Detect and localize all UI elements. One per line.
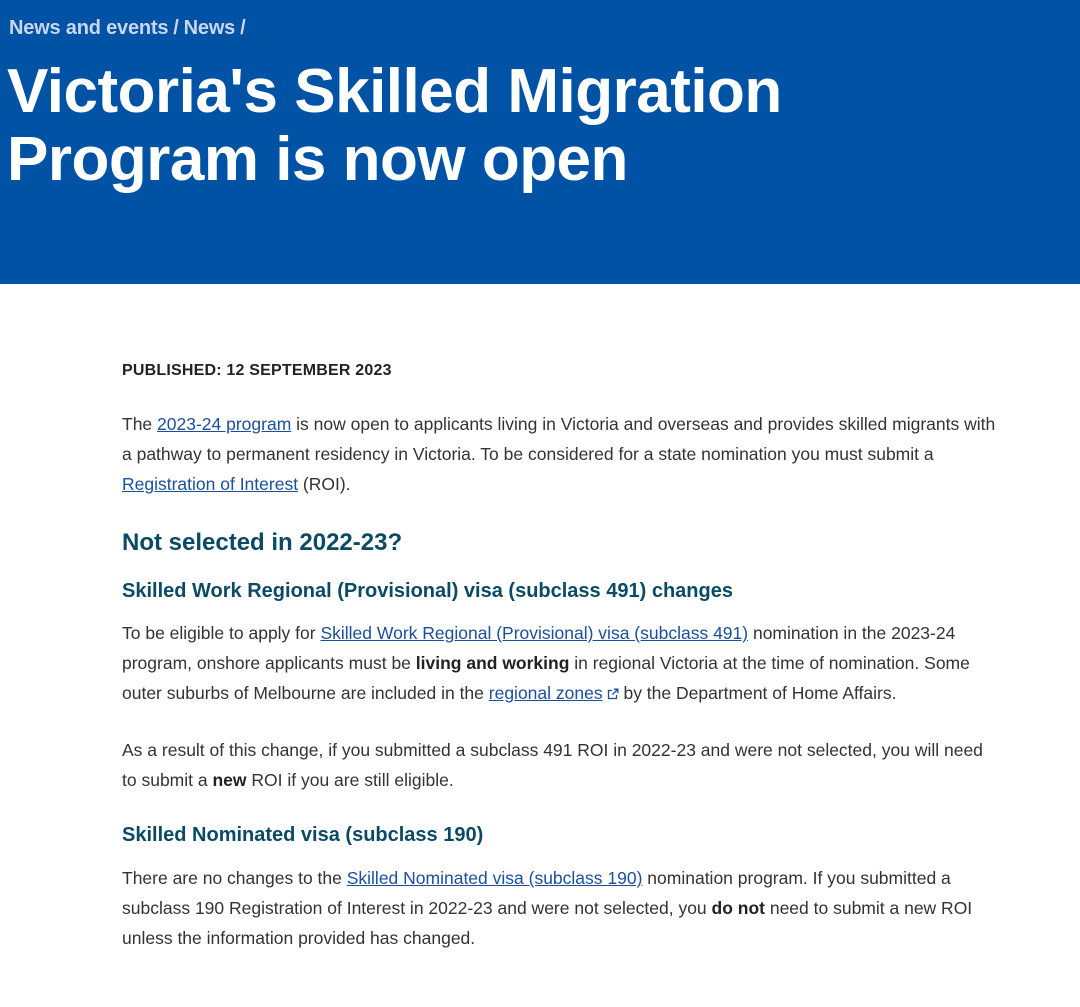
- subheading-491: Skilled Work Regional (Provisional) visa (subclass 491) changes: [122, 580, 733, 602]
- registration-of-interest-link[interactable]: Registration of Interest: [122, 474, 299, 494]
- subclass-491-link[interactable]: Skilled Work Regional (Provisional) visa (subclass 491): [320, 623, 749, 643]
- published-date: PUBLISHED: 12 SEPTEMBER 2023: [122, 362, 392, 379]
- breadcrumb: [9, 17, 250, 40]
- regional-zones-link-label: regional zones: [488, 683, 603, 703]
- paragraph-text: in regional Victoria at the time of nomination. Some outer suburbs of Melbourne are included in the: [122, 653, 970, 703]
- bold-text: do not: [711, 898, 765, 918]
- breadcrumb-separator: /: [240, 17, 246, 39]
- intro-text: (ROI).: [298, 474, 351, 494]
- subheading-190: Skilled Nominated visa (subclass 190): [122, 824, 484, 846]
- paragraph-491-eligibility: [122, 618, 1002, 708]
- breadcrumb-news-and-events[interactable]: News and events: [9, 17, 169, 39]
- program-link[interactable]: 2023-24 program: [157, 414, 292, 434]
- bold-text: living and working: [415, 653, 570, 673]
- breadcrumb-separator: /: [173, 17, 179, 39]
- page-title: Victoria's Skilled Migration Program is now open: [7, 57, 782, 194]
- paragraph-text: nomination in the 2023-24 program, onshore applicants must be: [122, 623, 956, 673]
- page-header: [0, 0, 1080, 284]
- intro-text: is now open to applicants living in Victoria and overseas and provides skilled migrants with a pathway to permanent residency in Victoria. To be considered for a state nomination you must submit a: [122, 414, 996, 464]
- paragraph-text: As a result of this change, if you submitted a subclass 491 ROI in 2022-23 and were not selected, you will need to submit a: [122, 740, 983, 790]
- paragraph-text: To be eligible to apply for: [122, 623, 321, 643]
- bold-text: new: [212, 770, 247, 790]
- paragraph-491-change: [122, 735, 1002, 795]
- breadcrumb-news[interactable]: News: [183, 17, 236, 39]
- paragraph-text: There are no changes to the: [122, 868, 347, 888]
- paragraph-190: [122, 863, 1002, 953]
- intro-paragraph: [122, 409, 1002, 499]
- article-body: [122, 284, 1002, 953]
- intro-text: The: [122, 414, 158, 434]
- paragraph-text: by the Department of Home Affairs.: [618, 683, 897, 703]
- subclass-190-link[interactable]: Skilled Nominated visa (subclass 190): [346, 868, 643, 888]
- paragraph-text: ROI if you are still eligible.: [246, 770, 454, 790]
- paragraph-text: need to submit a new ROI unless the information provided has changed.: [122, 898, 973, 948]
- paragraph-text: nomination program. If you submitted a subclass 190 Registration of Interest in 2022-23 and were not selected, you: [122, 868, 951, 918]
- regional-zones-link[interactable]: [489, 683, 619, 703]
- section-heading-not-selected: Not selected in 2022-23?: [122, 529, 403, 556]
- external-link-icon: [607, 688, 619, 700]
